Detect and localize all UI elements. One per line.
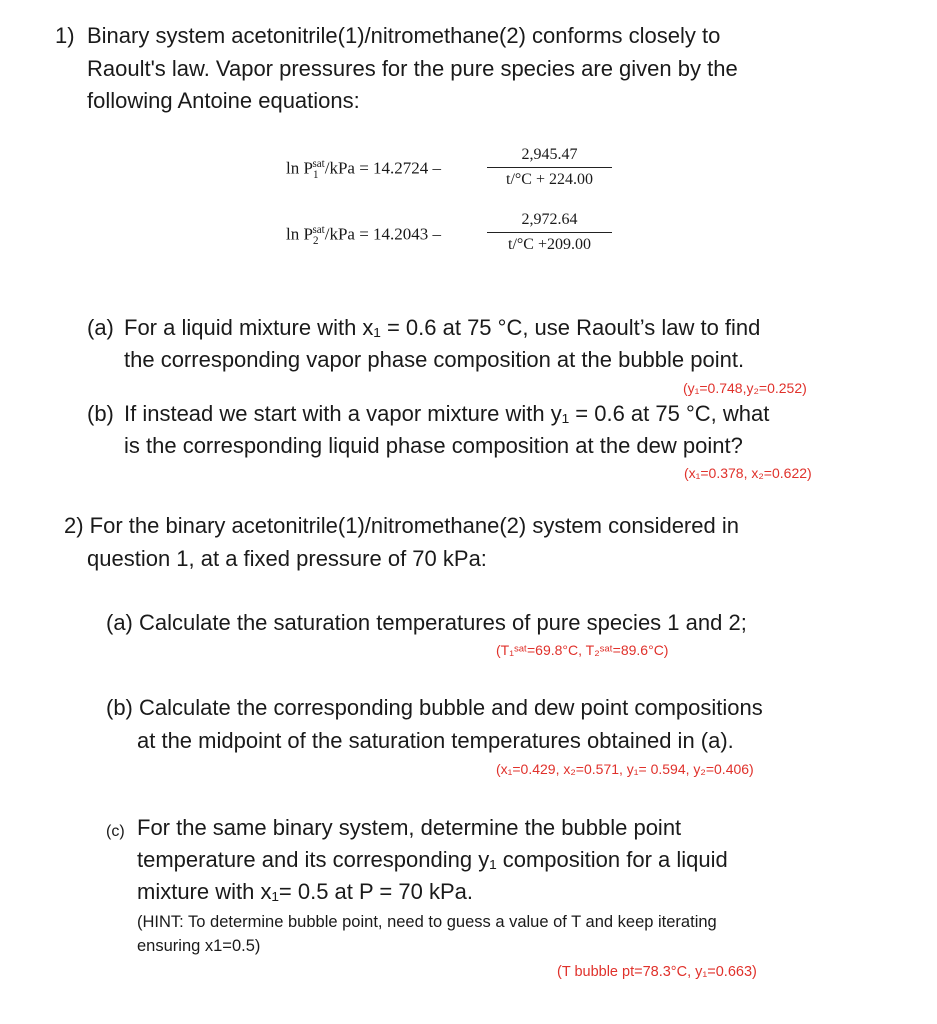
eq1-fraction [487, 145, 612, 190]
q1b-line1: If instead we start with a vapor mixture with y₁ = 0.6 at 75 °C, what [124, 401, 770, 426]
q2b-line1: (b) Calculate the corresponding bubble and dew point compositions [106, 695, 763, 720]
eq2-numerator: 2,972.64 [521, 211, 578, 228]
q2b-answer: (x₁=0.429, x₂=0.571, y₁= 0.594, y₂=0.406) [496, 761, 754, 777]
q2c-line1: For the same binary system, determine the bubble point [137, 815, 682, 840]
q2-line1: 2) For the binary acetonitrile(1)/nitromethane(2) system considered in [64, 513, 739, 538]
eq2-sub: 2 [312, 235, 319, 248]
q2c-line2: temperature and its corresponding y₁ composition for a liquid [137, 847, 728, 872]
eq2-lhs: ln P [286, 224, 313, 244]
eq2-rest: /kPa = 14.2043 – [324, 224, 442, 244]
eq1-sup: sat [312, 158, 325, 170]
q2c-hint-line1: (HINT: To determine bubble point, need to guess a value of T and keep iterating [137, 913, 717, 931]
q2c-label: (c) [106, 823, 125, 840]
q1b-label: (b) [87, 401, 114, 426]
antoine-equation-2 [286, 224, 441, 247]
q1a-line2: the corresponding vapor phase composition at the bubble point. [124, 347, 745, 372]
eq2-denominator: t/°C +209.00 [508, 236, 591, 253]
q1b-line2: is the corresponding liquid phase composition at the dew point? [124, 433, 743, 458]
q2b-line2: at the midpoint of the saturation temperatures obtained in (a). [137, 728, 734, 753]
q1-number: 1) [55, 23, 75, 48]
q1-line2: Raoult's law. Vapor pressures for the pure species are given by the [87, 56, 738, 81]
q1-line1: Binary system acetonitrile(1)/nitromethane(2) conforms closely to [87, 23, 721, 48]
eq2-fraction [487, 210, 612, 255]
eq1-rest: /kPa = 14.2724 – [324, 158, 442, 178]
q2c-answer: (T bubble pt=78.3°C, y₁=0.663) [557, 964, 757, 980]
eq1-lhs: ln P [286, 158, 313, 178]
q2a-answer: (T₁ˢᵃᵗ=69.8°C, T₂ˢᵃᵗ=89.6°C) [496, 642, 669, 658]
q2a-line1: (a) Calculate the saturation temperatures of pure species 1 and 2; [106, 610, 747, 635]
eq1-numerator: 2,945.47 [521, 146, 578, 163]
q2c-hint-line2: ensuring x1=0.5) [137, 937, 261, 955]
antoine-equation-1 [286, 158, 441, 181]
q1-line3: following Antoine equations: [87, 88, 360, 113]
eq2-sup: sat [312, 224, 325, 236]
q1a-label: (a) [87, 315, 114, 340]
q2c-line3: mixture with x₁= 0.5 at P = 70 kPa. [137, 879, 473, 904]
q1a-line1: For a liquid mixture with x₁ = 0.6 at 75 °C, use Raoult’s law to find [124, 315, 761, 340]
q2-line2: question 1, at a fixed pressure of 70 kPa: [87, 546, 487, 571]
eq1-denominator: t/°C + 224.00 [506, 171, 593, 188]
q1b-answer: (x₁=0.378, x₂=0.622) [684, 465, 812, 481]
q1a-answer: (y₁=0.748,y₂=0.252) [683, 380, 807, 396]
eq1-sub: 1 [312, 169, 319, 182]
